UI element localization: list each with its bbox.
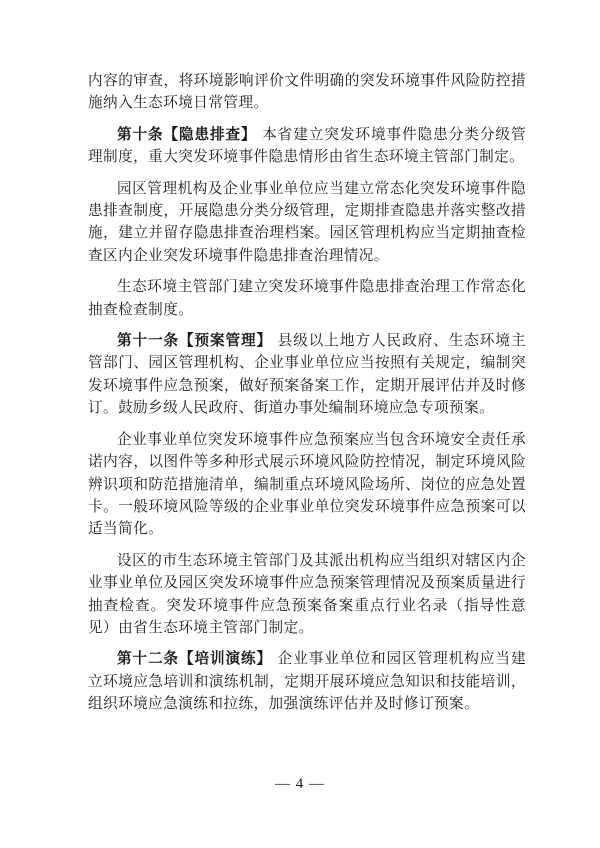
page-number: — 4 —	[275, 776, 325, 792]
paragraph	[88, 178, 526, 268]
paragraph-continuation	[88, 70, 526, 115]
paragraph-text: 企业事业单位和园区管理机构应当建立环境应急培训和演练机制，定期开展环境应急知识和技能培训，组织环境应急演练和拉练，加强演练评估并及时修订预案。	[88, 650, 526, 713]
paragraph-text: 园区管理机构及企业事业单位应当建立常态化突发环境事件隐患排查制度，开展隐患分类分级管理，定期排查隐患并落实整改措施，建立并留存隐患排查治理档案。园区管理机构应当定期抽查检查区内企业突发环境事件隐患排查治理情况。	[88, 179, 526, 264]
paragraph-text: 生态环境主管部门建立突发环境事件隐患排查治理工作常态化抽查检查制度。	[88, 278, 526, 318]
article-12-heading: 第十二条【培训演练】	[117, 650, 273, 668]
paragraph-text: 县级以上地方人民政府、生态环境主管部门、园区管理机构、企业事业单位应当按照有关规定，编制突发环境事件应急预案，做好预案备案工作，定期开展评估并及时修订。鼓励乡级人民政府、街道办事处编制环境应急专项预案。	[88, 332, 526, 417]
article-12-paragraph	[88, 648, 526, 715]
paragraph	[88, 276, 526, 321]
article-10-paragraph	[88, 124, 526, 169]
paragraph-text: 企业事业单位突发环境事件应急预案应当包含环境安全责任承诺内容，以图件等多种形式展示环境风险防控情况，制定环境风险辨识项和防范措施清单，编制重点环境风险场所、岗位的应急处置卡。一般环境风险等级的企业事业单位突发环境事件应急预案可以适当简化。	[88, 430, 526, 538]
article-10-heading: 第十条【隐患排查】	[117, 125, 257, 143]
paragraph	[88, 429, 526, 541]
paragraph-text: 设区的市生态环境主管部门及其派出机构应当组织对辖区内企业事业单位及园区突发环境事件应急预案管理情况及预案质量进行抽查检查。突发环境事件应急预案备案重点行业名录（指导性意见）由省生态环境主管部门制定。	[88, 551, 526, 636]
article-11-paragraph	[88, 330, 526, 420]
article-11-heading: 第十一条【预案管理】	[117, 332, 273, 350]
paragraph-text: 内容的审查，将环境影响评价文件明确的突发环境事件风险防控措施纳入生态环境日常管理。	[88, 72, 526, 112]
paragraph	[88, 550, 526, 640]
document-body	[88, 70, 526, 716]
paragraph-text: 本省建立突发环境事件隐患分类分级管理制度，重大突发环境事件隐患情形由省生态环境主管部门制定。	[88, 125, 526, 166]
